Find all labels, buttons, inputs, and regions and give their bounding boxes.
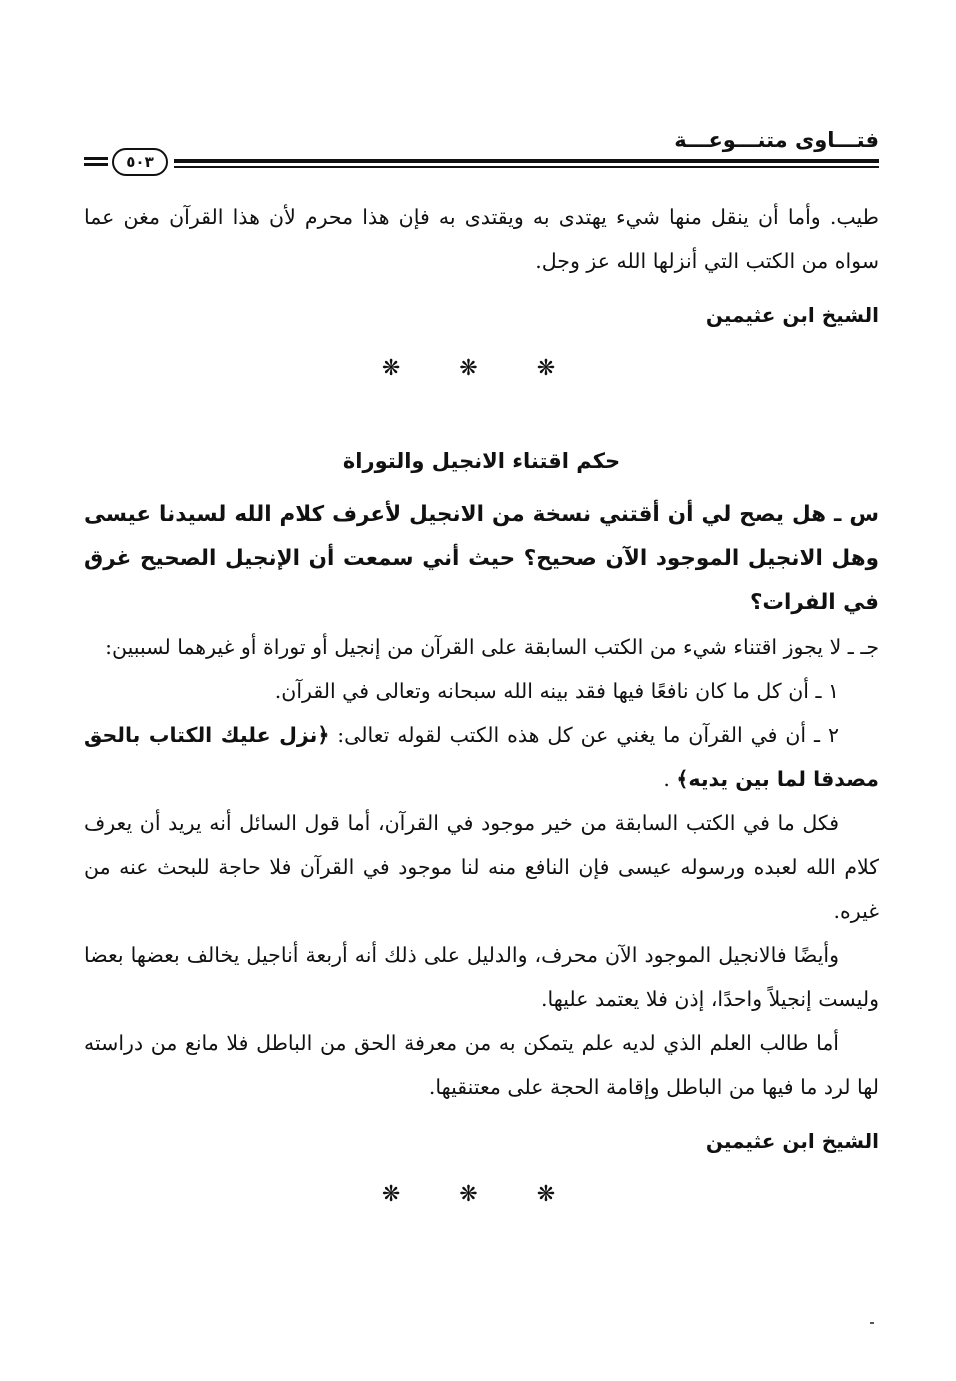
running-title: فتـــاوى متنـــوعـــة [674, 128, 879, 152]
header-rule-thin [174, 166, 879, 168]
ornament-line [84, 157, 108, 160]
answer-item-2 [84, 713, 879, 801]
answer-paragraph-3: أما طالب العلم الذي لديه علم يتمكن به من معرفة الحق من الباطل فلا مانع من دراسته لها لرد ما فيها من الباطل وإقامة الحجة على معتنقيها. [84, 1031, 879, 1099]
intro-signature: الشيخ ابن عثيمين [705, 303, 879, 327]
header-rule-thick [174, 159, 879, 163]
answer-item-1: ١ ـ أن كل ما كان نافعًا فيها فقد بينه الله سبحانه وتعالى في القرآن. [274, 679, 839, 703]
intro-paragraph: طيب. وأما أن ينقل منها شيء يهتدى به ويقتدى به فإن هذا محرم لأن هذا القرآن مغن عما سواه من الكتب التي أنزلها الله عز وجل. [84, 205, 879, 273]
item2-prefix: ٢ ـ أن في القرآن ما يغني عن كل هذه الكتب لقوله تعالى: [329, 723, 839, 747]
page-body [84, 195, 879, 1215]
page-number: ٥٠٣ [112, 148, 168, 176]
item2-suffix: . [663, 767, 677, 791]
page-header [84, 125, 879, 175]
section-signature: الشيخ ابن عثيمين [705, 1129, 879, 1153]
page-number-ornament [84, 148, 174, 176]
separator-stars: ❋ ❋ ❋ [381, 356, 582, 381]
quran-verse: ﴿نزل عليك الكتاب بالحق مصدقا لما بين يديه﴾ [84, 723, 879, 791]
answer-intro: جـ ـ لا يجوز اقتناء شيء من الكتب السابقة على القرآن من إنجيل أو توراة أو غيرهما لسببين: [105, 635, 879, 659]
section-title: حكم اقتناء الانجيل والتوراة [342, 449, 621, 473]
separator-stars-bottom: ❋ ❋ ❋ [381, 1182, 582, 1207]
answer-paragraph-1: فكل ما في الكتب السابقة من خير موجود في القرآن، أما قول السائل أنه يريد أن يعرف كلام الله لعبده ورسوله عيسى فإن النافع منه لنا موجود في القرآن فلا حاجة للبحث عنه من غيره. [84, 811, 879, 923]
ornament-line [84, 163, 108, 166]
scan-mark [870, 1322, 874, 1324]
question-text: س ـ هل يصح لي أن أقتني نسخة من الانجيل لأعرف كلام الله لسيدنا عيسى وهل الانجيل الموجود الآن صحيح؟ حيث أني سمعت أن الإنجيل الصحيح غرق في الفرات؟ [84, 502, 879, 615]
answer-paragraph-2: وأيضًا فالانجيل الموجود الآن محرف، والدليل على ذلك أنه أربعة أناجيل يخالف بعضها بعضا وليست إنجيلاً واحدًا، إذن فلا يعتمد عليها. [84, 943, 879, 1011]
